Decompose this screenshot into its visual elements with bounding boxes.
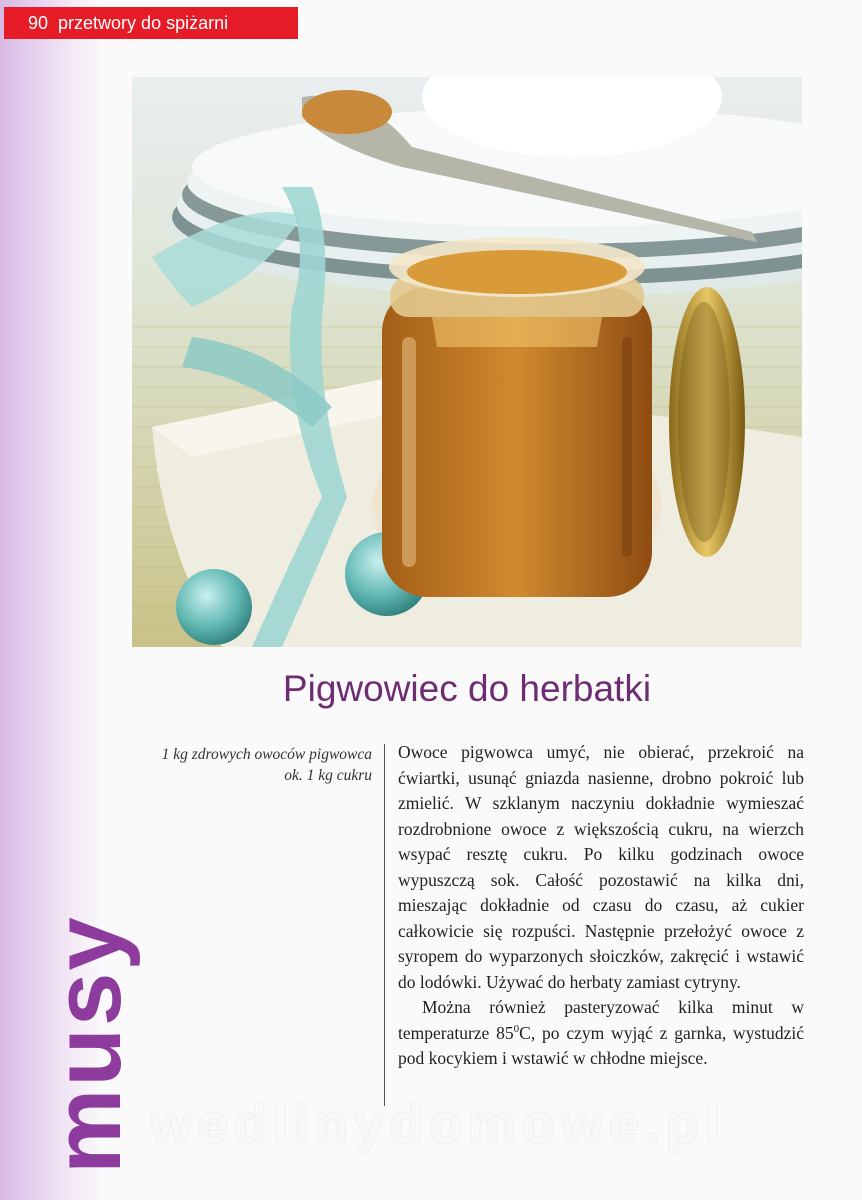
ingredient-item: 1 kg zdrowych owoców pigwowca bbox=[161, 746, 372, 763]
text-span: Można również pasteryzować kilka minut w temperaturze 85 bbox=[398, 997, 804, 1043]
ingredients-list bbox=[96, 744, 372, 786]
recipe-photo bbox=[132, 77, 802, 647]
text-span: C, po czym wyjąć z garnka, wystudzić pod kocykiem i wstawić w chłodne miejsce. bbox=[398, 1022, 804, 1068]
ingredient-item: ok. 1 kg cukru bbox=[284, 767, 372, 784]
instructions-paragraph: Owoce pigwowca umyć, nie obierać, przekroić na ćwiartki, usunąć gniazda nasienne, drobno pokroić lub zmielić. W szklanym naczyniu dokładnie wymieszać rozdrobnione owoce z większością cukru, na wierzch wsypać resztę cukru. Po kilku godzinach owoce wypuszczą sok. Całość pozostawić na kilka dni, mieszając dokładnie od czasu do czasu, aż cukier całkowicie się rozpuści. Następnie przełożyć owoce z syropem do wyparzonych słoiczków, zakręcić i wstawić do lodówki. Używać do herbaty zamiast cytryny. bbox=[398, 742, 804, 992]
page-number: 90 bbox=[28, 13, 49, 33]
degree-mark: 0 bbox=[513, 1022, 520, 1035]
chapter-title: przetwory do spiżarni bbox=[58, 13, 229, 33]
running-header bbox=[4, 7, 298, 39]
section-label: musy bbox=[34, 915, 141, 1174]
recipe-instructions bbox=[398, 740, 804, 1072]
recipe-title: Pigwowiec do herbatki bbox=[282, 668, 652, 709]
column-divider bbox=[384, 744, 385, 1106]
watermark: wedlinydomowe.pl bbox=[149, 1094, 727, 1154]
instructions-paragraph bbox=[398, 995, 804, 1072]
